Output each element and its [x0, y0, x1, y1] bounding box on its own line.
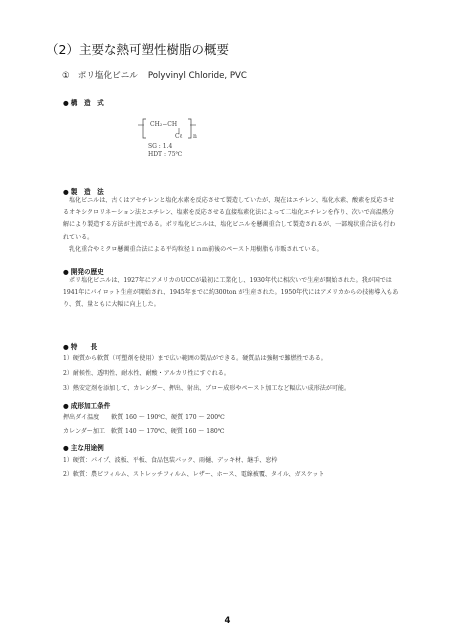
- history-heading: ● 開発の歴史: [63, 268, 104, 276]
- bullet-icon: ●: [63, 444, 69, 452]
- feature-item: 3）熱安定剤を添加して、カレンダー、押出、射出、ブロー成形やペースト加工など幅広い成形法が可能。: [63, 385, 350, 392]
- page-number: 4: [224, 616, 231, 626]
- feature-item: 1）硬質から軟質（可塑剤を使用）まで広い範囲の製品ができる。硬質品は強靭で難燃性である。: [63, 355, 327, 362]
- paragraph: ポリ塩化ビニルは、1927年にアメリカのUCCが最初に工業化し、1930年代に相次いで生産が開始された。我が国では1941年にパイロット生産が開始され、1945年までに約300ton が生産された。1950年代にはアメリカからの技術導入もあり、質、量ともに大幅に向上した。: [63, 277, 399, 309]
- processing-row: 押出ダイ温度 軟質 160 〜 190℃、硬質 170 〜 200℃: [63, 414, 225, 421]
- repeat-unit: n: [193, 133, 197, 140]
- structure-heading: ● 構 造 式: [63, 99, 104, 107]
- feature-item: 2）耐候性、透明性、耐水性、耐酸・アルカリ性にすぐれる。: [63, 370, 230, 377]
- subsection-name-jp: ポリ塩化ビニル: [77, 71, 138, 81]
- section-title: （2）主要な熱可塑性樹脂の概要: [46, 42, 229, 57]
- specific-gravity: SG : 1.4: [148, 143, 173, 150]
- features-heading: ● 特 長: [63, 343, 98, 351]
- bullet-icon: ●: [63, 99, 69, 107]
- manufacturing-text: [63, 195, 399, 256]
- bullet-icon: ●: [63, 268, 69, 276]
- application-item: 1）硬質：パイプ、波板、平板、食品包装パック、雨樋、デッキ材、継手、窓枠: [63, 457, 278, 464]
- processing-row: カレンダー加工 軟質 140 〜 170℃、硬質 160 〜 180℃: [63, 428, 225, 435]
- paragraph: 乳化重合やミクロ懸濁重合法による平均粒径１ｎｍ前後のペースト用樹脂も市販されている。: [69, 245, 323, 253]
- application-item: 2）軟質：農ビフィルム、ストレッチフィルム、レザー、ホース、電線被覆、タイル、ガスケット: [63, 471, 325, 478]
- bullet-icon: ●: [63, 188, 69, 196]
- manufacturing-heading: ● 製 造 法: [63, 188, 104, 196]
- bullet-icon: ●: [63, 343, 69, 351]
- subsection-number: ①: [62, 71, 70, 81]
- subsection-name-en: Polyvinyl Chloride, PVC: [147, 71, 247, 81]
- processing-heading: ● 成形加工条件: [63, 402, 111, 410]
- applications-heading: ● 主な用途例: [63, 444, 104, 452]
- paragraph: 塩化ビニルは、古くはアセチレンと塩化水素を反応させて製造していたが、現在はエチレン、塩化水素、酸素を反応させるオキシクロリネーション法とエチレン、塩素を反応させる直接塩素化法によって二塩化エチレンを作り、次いで高温熱分解により製造する方法が主流である。ポリ塩化ビニルは、塩化ビニルを懸濁重合して製造されるが、一部塊状重合法も行われている。: [63, 197, 396, 241]
- history-text: [63, 275, 399, 312]
- bullet-icon: ●: [63, 402, 69, 410]
- main-chain: CH₂−CH: [150, 121, 178, 128]
- subsection-title: [62, 69, 247, 81]
- heat-deflection-temp: HDT : 75℃: [148, 151, 183, 158]
- substituent: Cℓ: [175, 133, 183, 140]
